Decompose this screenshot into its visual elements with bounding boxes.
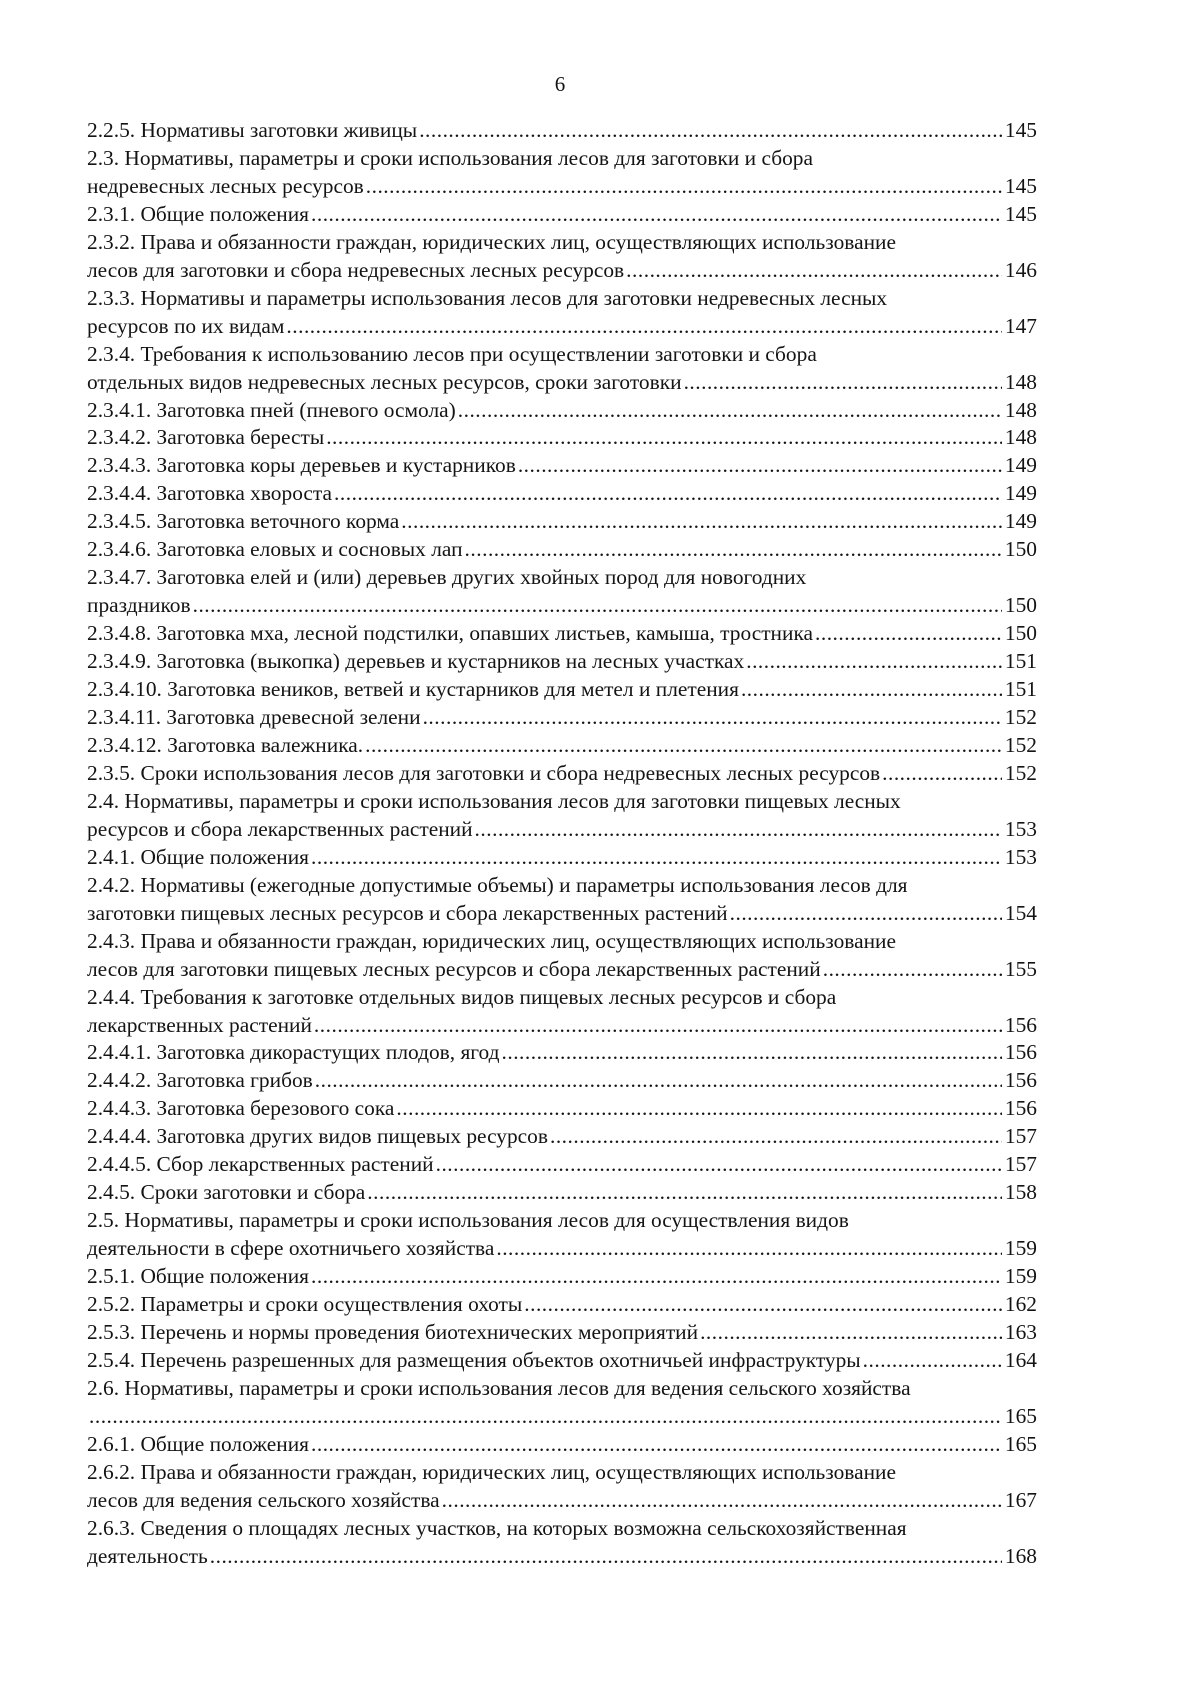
toc-entry-page: 153 — [1004, 816, 1037, 841]
toc-entry-page: 168 — [1004, 1543, 1037, 1568]
dot-leader — [334, 480, 1002, 508]
toc-entry — [87, 1123, 1037, 1151]
dot-leader — [458, 397, 1002, 425]
dot-leader — [882, 760, 1002, 788]
toc-entry-title: 2.5.3. Перечень и нормы проведения биотехнических мероприятий — [87, 1319, 699, 1344]
toc-entry — [87, 872, 1037, 928]
toc-entry-title-line: 2.6.2. Права и обязанности граждан, юридических лиц, осуществляющих использование — [87, 1459, 897, 1484]
toc-entry-page: 152 — [1004, 705, 1037, 730]
toc-entry-title: 2.3.4.11. Заготовка древесной зелени — [87, 705, 421, 730]
dot-leader — [367, 1179, 1002, 1207]
toc-entry — [87, 480, 1037, 508]
toc-entry — [87, 1207, 1037, 1263]
toc-entry-title-line: 2.6. Нормативы, параметры и сроки использования лесов для ведения сельского хозяйства — [87, 1375, 911, 1400]
toc-entry-title: 2.3.4.6. Заготовка еловых и сосновых лап — [87, 537, 463, 562]
toc-entry-title: 2.5.2. Параметры и сроки осуществления охоты — [87, 1292, 523, 1317]
toc-entry-line — [87, 1095, 1037, 1123]
dot-leader — [311, 1431, 1002, 1459]
toc-entry-line — [87, 452, 1037, 480]
toc-entry-page: 155 — [1004, 956, 1037, 981]
toc-entry — [87, 1347, 1037, 1375]
toc-entry-page: 152 — [1004, 732, 1037, 757]
toc-entry-title: 2.3.4.9. Заготовка (выкопка) деревьев и кустарников на лесных участках — [87, 649, 745, 674]
toc-entry — [87, 760, 1037, 788]
toc-entry — [87, 536, 1037, 564]
table-of-contents — [87, 117, 1037, 1571]
toc-entry-title: 2.4.5. Сроки заготовки и сбора — [87, 1180, 366, 1205]
toc-entry-title: лесов для заготовки пищевых лесных ресурсов и сбора лекарственных растений — [87, 956, 821, 981]
toc-entry — [87, 788, 1037, 844]
toc-entry-page: 158 — [1004, 1180, 1037, 1205]
dot-leader — [326, 424, 1002, 452]
toc-entry — [87, 704, 1037, 732]
toc-entry-title: 2.4.4.4. Заготовка других видов пищевых ресурсов — [87, 1124, 548, 1149]
toc-entry-page: 157 — [1004, 1124, 1037, 1149]
toc-entry-title-line: 2.5. Нормативы, параметры и сроки использования лесов для осуществления видов — [87, 1208, 849, 1233]
toc-entry-line — [87, 1039, 1037, 1067]
dot-leader — [366, 173, 1002, 201]
toc-entry-title-line: 2.4.3. Права и обязанности граждан, юридических лиц, осуществляющих использование — [87, 928, 897, 953]
toc-entry-line — [87, 1347, 1037, 1375]
dot-leader — [502, 1039, 1002, 1067]
toc-entry-title: 2.4.4.1. Заготовка дикорастущих плодов, ягод — [87, 1040, 500, 1065]
toc-entry-page: 149 — [1004, 453, 1037, 478]
toc-entry — [87, 844, 1037, 872]
dot-leader — [311, 1263, 1002, 1291]
toc-entry-line — [87, 1235, 1037, 1263]
dot-leader — [210, 1543, 1002, 1571]
toc-entry — [87, 564, 1037, 620]
toc-entry-line — [87, 313, 1037, 341]
dot-leader — [401, 508, 1002, 536]
toc-entry-line — [87, 1179, 1037, 1207]
toc-entry-line — [87, 508, 1037, 536]
toc-entry-line — [87, 369, 1037, 397]
dot-leader — [311, 201, 1002, 229]
toc-entry-title: лесов для ведения сельского хозяйства — [87, 1487, 440, 1512]
toc-entry-page: 150 — [1004, 621, 1037, 646]
dot-leader — [823, 956, 1002, 984]
toc-entry-title: праздников — [87, 593, 191, 618]
dot-leader — [684, 369, 1002, 397]
dot-leader — [286, 313, 1002, 341]
toc-entry-page: 154 — [1004, 900, 1037, 925]
toc-entry-page: 145 — [1004, 201, 1037, 226]
toc-entry-line — [87, 201, 1037, 229]
toc-entry-title: 2.3.1. Общие положения — [87, 201, 309, 226]
toc-entry-title: 2.3.4.4. Заготовка хвороста — [87, 481, 333, 506]
toc-entry-page: 159 — [1004, 1236, 1037, 1261]
toc-entry-title: 2.4.4.5. Сбор лекарственных растений — [87, 1152, 434, 1177]
toc-entry-title: 2.3.4.3. Заготовка коры деревьев и кустарников — [87, 453, 516, 478]
toc-entry-line — [87, 536, 1037, 564]
dot-leader — [436, 1151, 1002, 1179]
toc-entry — [87, 145, 1037, 201]
dot-leader — [193, 592, 1002, 620]
dot-leader — [396, 1095, 1002, 1123]
toc-entry-line — [87, 1151, 1037, 1179]
toc-entry — [87, 1291, 1037, 1319]
toc-entry-title: отдельных видов недревесных лесных ресурсов, сроки заготовки — [87, 369, 682, 394]
toc-entry — [87, 732, 1037, 760]
dot-leader — [89, 1403, 1002, 1431]
toc-entry-page: 159 — [1004, 1264, 1037, 1289]
toc-entry-title-line: 2.3. Нормативы, параметры и сроки использования лесов для заготовки и сбора — [87, 145, 813, 170]
toc-entry-page: 151 — [1004, 677, 1037, 702]
toc-entry-title: деятельность — [87, 1543, 208, 1568]
toc-entry-line — [87, 592, 1037, 620]
toc-entry-title: 2.4.4.3. Заготовка березового сока — [87, 1096, 395, 1121]
toc-entry-title: 2.3.4.12. Заготовка валежника. — [87, 732, 364, 757]
dot-leader — [746, 648, 1002, 676]
toc-entry — [87, 1179, 1037, 1207]
dot-leader — [442, 1487, 1002, 1515]
toc-entry-title-line: 2.4. Нормативы, параметры и сроки использования лесов для заготовки пищевых лесных — [87, 788, 901, 813]
toc-entry-line — [87, 1067, 1037, 1095]
dot-leader — [518, 452, 1002, 480]
toc-entry-line — [87, 117, 1037, 145]
dot-leader — [365, 732, 1002, 760]
toc-entry — [87, 1067, 1037, 1095]
dot-leader — [550, 1123, 1002, 1151]
toc-entry-line — [87, 620, 1037, 648]
toc-entry-title: деятельности в сфере охотничьего хозяйства — [87, 1236, 495, 1261]
toc-entry-line — [87, 900, 1037, 928]
toc-entry-page: 146 — [1004, 257, 1037, 282]
toc-entry-title: 2.3.4.2. Заготовка бересты — [87, 425, 325, 450]
dot-leader — [863, 1347, 1002, 1375]
toc-entry-title: 2.3.4.5. Заготовка веточного корма — [87, 509, 400, 534]
toc-entry-page: 162 — [1004, 1292, 1037, 1317]
toc-entry-page: 148 — [1004, 397, 1037, 422]
toc-entry-title-line: 2.4.2. Нормативы (ежегодные допустимые объемы) и параметры использования лесов для — [87, 872, 908, 897]
toc-entry-title: 2.3.4.8. Заготовка мха, лесной подстилки, опавших листьев, камыша, тростника — [87, 621, 814, 646]
toc-entry-title: лекарственных растений — [87, 1012, 312, 1037]
toc-entry-title: недревесных лесных ресурсов — [87, 173, 364, 198]
toc-entry — [87, 648, 1037, 676]
toc-entry — [87, 508, 1037, 536]
toc-entry-page: 149 — [1004, 481, 1037, 506]
toc-entry-page: 156 — [1004, 1040, 1037, 1065]
toc-entry-page: 147 — [1004, 313, 1037, 338]
dot-leader — [475, 816, 1002, 844]
dot-leader — [314, 1012, 1002, 1040]
toc-entry — [87, 1039, 1037, 1067]
toc-entry-page: 150 — [1004, 593, 1037, 618]
toc-entry-title: 2.3.4.10. Заготовка веников, ветвей и кустарников для метел и плетения — [87, 677, 739, 702]
toc-entry-line — [87, 480, 1037, 508]
toc-entry-line — [87, 173, 1037, 201]
toc-entry-page: 148 — [1004, 369, 1037, 394]
toc-entry-page: 152 — [1004, 760, 1037, 785]
toc-entry-title: ресурсов по их видам — [87, 313, 285, 338]
toc-entry-title-line: 2.3.2. Права и обязанности граждан, юридических лиц, осуществляющих использование — [87, 229, 897, 254]
toc-entry-page: 165 — [1004, 1431, 1037, 1456]
toc-entry-line — [87, 1487, 1037, 1515]
dot-leader — [626, 257, 1002, 285]
toc-entry-title: 2.5.1. Общие положения — [87, 1264, 309, 1289]
toc-entry-title: 2.6.1. Общие положения — [87, 1431, 309, 1456]
toc-entry — [87, 424, 1037, 452]
dot-leader — [730, 900, 1002, 928]
toc-entry-line — [87, 676, 1037, 704]
toc-entry-line — [87, 1319, 1037, 1347]
dot-leader — [741, 676, 1002, 704]
dot-leader — [496, 1235, 1002, 1263]
toc-entry-page: 145 — [1004, 173, 1037, 198]
toc-entry-title: лесов для заготовки и сбора недревесных лесных ресурсов — [87, 257, 625, 282]
toc-entry-line — [87, 1431, 1037, 1459]
toc-entry-line — [87, 704, 1037, 732]
dot-leader — [700, 1319, 1002, 1347]
toc-entry-line — [87, 1403, 1037, 1431]
toc-entry-line — [87, 1291, 1037, 1319]
dot-leader — [423, 704, 1002, 732]
page-number: 6 — [554, 72, 566, 96]
toc-entry-line — [87, 816, 1037, 844]
toc-entry-line — [87, 1543, 1037, 1571]
toc-entry-line — [87, 257, 1037, 285]
toc-entry-page: 164 — [1004, 1347, 1037, 1372]
toc-entry-line — [87, 424, 1037, 452]
toc-entry — [87, 452, 1037, 480]
toc-entry — [87, 1263, 1037, 1291]
toc-entry-page: 153 — [1004, 844, 1037, 869]
toc-entry-page: 150 — [1004, 537, 1037, 562]
toc-entry — [87, 1375, 1037, 1431]
toc-entry-line — [87, 732, 1037, 760]
toc-entry-page: 163 — [1004, 1319, 1037, 1344]
toc-entry-title: ресурсов и сбора лекарственных растений — [87, 816, 473, 841]
toc-entry-title: 2.5.4. Перечень разрешенных для размещения объектов охотничьей инфраструктуры — [87, 1347, 861, 1372]
toc-entry — [87, 341, 1037, 397]
dot-leader — [815, 620, 1002, 648]
dot-leader — [315, 1067, 1002, 1095]
toc-entry-line — [87, 1263, 1037, 1291]
toc-entry-title-line: 2.3.4. Требования к использованию лесов при осуществлении заготовки и сбора — [87, 341, 817, 366]
toc-entry-page: 148 — [1004, 425, 1037, 450]
toc-entry-title-line: 2.6.3. Сведения о площадях лесных участков, на которых возможна сельскохозяйственная — [87, 1515, 907, 1540]
toc-entry — [87, 201, 1037, 229]
dot-leader — [524, 1291, 1002, 1319]
toc-entry — [87, 984, 1037, 1040]
toc-entry-page: 149 — [1004, 509, 1037, 534]
toc-entry — [87, 397, 1037, 425]
toc-entry-line — [87, 844, 1037, 872]
toc-entry — [87, 1431, 1037, 1459]
toc-entry — [87, 285, 1037, 341]
toc-entry-line — [87, 397, 1037, 425]
toc-entry-title-line: 2.3.4.7. Заготовка елей и (или) деревьев других хвойных пород для новогодних — [87, 565, 807, 590]
toc-entry — [87, 1515, 1037, 1571]
dot-leader — [465, 536, 1002, 564]
toc-entry-line — [87, 760, 1037, 788]
toc-entry-line — [87, 956, 1037, 984]
toc-entry — [87, 229, 1037, 285]
dot-leader — [419, 117, 1002, 145]
toc-entry-title-line: 2.4.4. Требования к заготовке отдельных видов пищевых лесных ресурсов и сбора — [87, 984, 837, 1009]
toc-entry-line — [87, 1012, 1037, 1040]
toc-entry-title: 2.2.5. Нормативы заготовки живицы — [87, 118, 418, 142]
toc-entry — [87, 1151, 1037, 1179]
toc-entry-title: 2.4.4.2. Заготовка грибов — [87, 1068, 313, 1093]
toc-entry-page: 156 — [1004, 1012, 1037, 1037]
toc-entry-title: 2.3.4.1. Заготовка пней (пневого осмола) — [87, 397, 456, 422]
toc-entry-page: 145 — [1004, 118, 1037, 142]
toc-entry-title-line: 2.3.3. Нормативы и параметры использования лесов для заготовки недревесных лесных — [87, 285, 888, 310]
toc-entry-page: 167 — [1004, 1487, 1037, 1512]
toc-entry-line — [87, 1123, 1037, 1151]
toc-entry-page: 156 — [1004, 1096, 1037, 1121]
toc-entry — [87, 1319, 1037, 1347]
toc-entry — [87, 117, 1037, 145]
toc-entry-page: 151 — [1004, 649, 1037, 674]
toc-entry-line — [87, 648, 1037, 676]
dot-leader — [311, 844, 1002, 872]
toc-entry-title: заготовки пищевых лесных ресурсов и сбора лекарственных растений — [87, 900, 728, 925]
toc-entry — [87, 1459, 1037, 1515]
toc-entry-title: 2.3.5. Сроки использования лесов для заготовки и сбора недревесных лесных ресурсов — [87, 760, 881, 785]
toc-entry — [87, 928, 1037, 984]
toc-entry-page: 156 — [1004, 1068, 1037, 1093]
toc-entry — [87, 676, 1037, 704]
toc-entry — [87, 1095, 1037, 1123]
toc-entry-title: 2.4.1. Общие положения — [87, 844, 309, 869]
toc-entry — [87, 620, 1037, 648]
toc-entry-page: 165 — [1004, 1403, 1037, 1428]
toc-entry-page: 157 — [1004, 1152, 1037, 1177]
